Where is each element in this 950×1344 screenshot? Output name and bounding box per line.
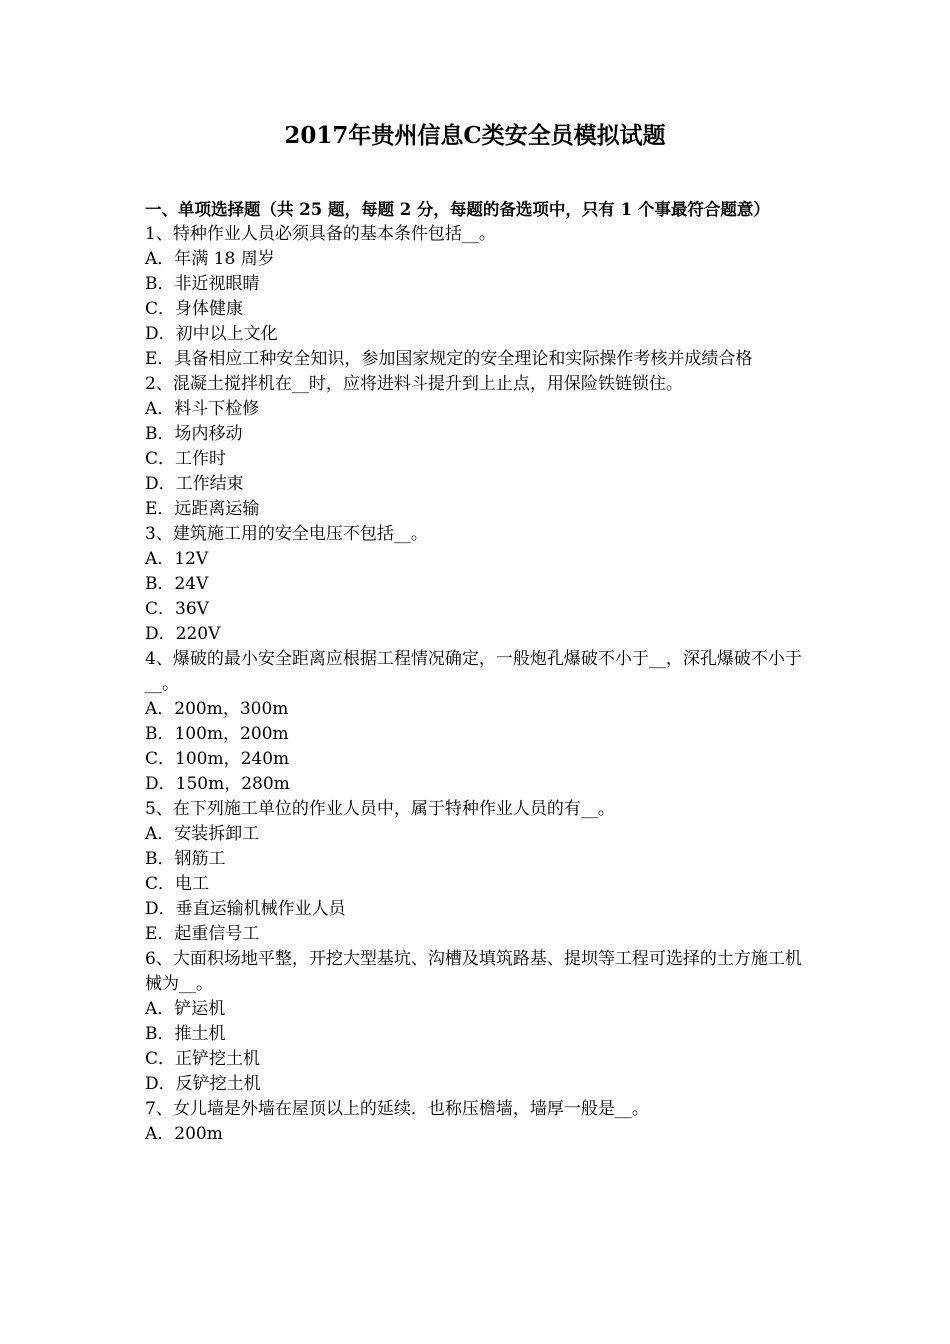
question-2: [145, 372, 810, 522]
question-text: 3、建筑施工用的安全电压不包括__。: [145, 524, 428, 544]
answer-option: B．推土机: [145, 1024, 226, 1044]
answer-option: C．100m，240m: [145, 749, 290, 769]
answer-option: D．垂直运输机械作业人员: [145, 899, 346, 919]
answer-option: B．场内移动: [145, 424, 243, 444]
answer-option: C．电工: [145, 874, 210, 894]
answer-option: A．安装拆卸工: [145, 824, 260, 844]
answer-option: B．钢筋工: [145, 849, 226, 869]
answer-option: B．非近视眼睛: [145, 274, 260, 294]
question-text: 2、混凝土搅拌机在__时，应将进料斗提升到上止点，用保险铁链锁住。: [145, 374, 683, 394]
answer-option: C．36V: [145, 599, 209, 619]
section-heading: 一、单项选择题（共 25 题，每题 2 分，每题的备选项中，只有 1 个事最符合题意）: [145, 200, 770, 219]
answer-option: E．远距离运输: [145, 499, 260, 519]
question-text: 1、特种作业人员必须具备的基本条件包括__。: [145, 224, 496, 244]
answer-option: D．220V: [145, 624, 221, 644]
answer-option: D．工作结束: [145, 474, 244, 494]
answer-option: E．起重信号工: [145, 924, 260, 944]
document-title: 2017年贵州信息C类安全员模拟试题: [284, 122, 666, 149]
document-body: [145, 197, 810, 1147]
answer-option: E．具备相应工种安全知识，参加国家规定的安全理论和实际操作考核并成绩合格: [145, 349, 753, 369]
question-text: 5、在下列施工单位的作业人员中，属于特种作业人员的有__。: [145, 799, 615, 819]
question-text: 6、大面积场地平整，开挖大型基坑、沟槽及填筑路基、提坝等工程可选择的土方施工机械为__。: [145, 949, 802, 994]
question-5: [145, 797, 810, 947]
question-4: [145, 647, 810, 797]
answer-option: B．24V: [145, 574, 209, 594]
answer-option: D．反铲挖土机: [145, 1074, 261, 1094]
question-1: [145, 222, 810, 372]
answer-option: A．12V: [145, 549, 209, 569]
question-list: [145, 222, 810, 1147]
answer-option: C．身体健康: [145, 299, 244, 319]
answer-option: A．料斗下检修: [145, 399, 260, 419]
question-text: 7、女儿墙是外墙在屋顶以上的延续．也称压檐墙，墙厚一般是__。: [145, 1099, 649, 1119]
answer-option: C．正铲挖土机: [145, 1049, 261, 1069]
answer-option: C．工作时: [145, 449, 227, 469]
answer-option: A．铲运机: [145, 999, 226, 1019]
answer-option: A．200m: [145, 1124, 223, 1144]
question-7: [145, 1097, 810, 1147]
answer-option: A．200m，300m: [145, 699, 289, 719]
answer-option: D．150m，280m: [145, 774, 290, 794]
answer-option: A．年满 18 周岁: [145, 249, 275, 269]
answer-option: B．100m，200m: [145, 724, 289, 744]
question-3: [145, 522, 810, 647]
question-text: 4、爆破的最小安全距离应根据工程情况确定，一般炮孔爆破不小于__，深孔爆破不小于__。: [145, 649, 802, 694]
question-6: [145, 947, 810, 1097]
answer-option: D．初中以上文化: [145, 324, 278, 344]
